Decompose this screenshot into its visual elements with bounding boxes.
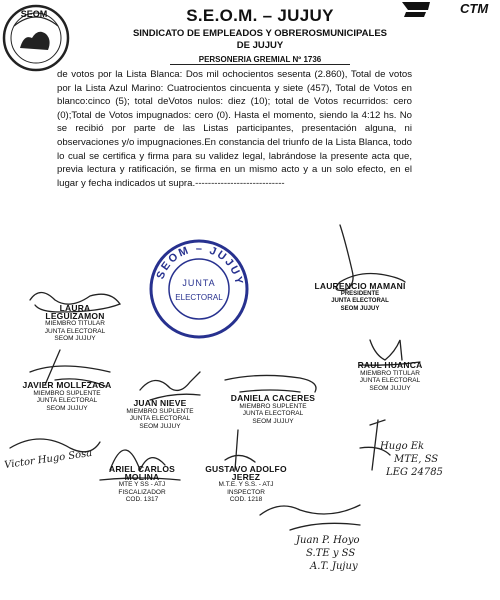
signatory-role: MIEMBRO TITULAR: [45, 320, 105, 327]
signatory-role: M.T.E. Y S.S. - ATJ: [218, 481, 274, 488]
signatory-org: JUNTA ELECTORAL: [36, 397, 98, 404]
signatory-name: ARIEL CARLOS MOLINA: [109, 464, 175, 482]
signatory-name: DANIELA CACERES: [230, 393, 316, 403]
signatory-leguizamon: [30, 305, 120, 343]
stamp-center-line2: ELECTORAL: [175, 293, 223, 302]
union-subtitle: [110, 28, 410, 52]
signatory-org2: SEOM JUJUY: [340, 305, 380, 312]
signatory-org: JUNTA ELECTORAL: [242, 410, 304, 417]
subtitle-line-1: SINDICATO DE EMPLEADOS Y OBREROSMUNICIPALES: [132, 28, 388, 39]
signatory-jerez: [196, 466, 296, 504]
signatory-role: MIEMBRO SUPLENTE: [239, 402, 307, 410]
juan-line-2: S.TE y SS: [306, 548, 356, 559]
signatory-org: JUNTA ELECTORAL: [44, 327, 106, 335]
signatory-role: MIEMBRO TITULAR: [360, 369, 420, 377]
signatory-org2: SEOM JUJUY: [54, 335, 96, 342]
signatory-org2: COD. 1218: [229, 496, 263, 503]
signatory-nieve: [120, 400, 200, 430]
juan-line-3: A.T. Jujuy: [310, 561, 358, 572]
signatory-org2: COD. 1317: [125, 496, 159, 503]
signatory-molina: [92, 466, 192, 504]
handwritten-juan: [296, 534, 406, 573]
signatory-role: PRESIDENTE: [340, 290, 380, 297]
hugo-line-1: Hugo Ek: [380, 441, 425, 452]
signatory-caceres: [228, 395, 318, 425]
stamp-ring-text: SEOM – JUJUY: [154, 242, 246, 287]
signatory-org: FISCALIZADOR: [118, 488, 166, 496]
signatory-name: GUSTAVO ADOLFO JEREZ: [205, 464, 287, 482]
signatory-name: JUAN NIEVE: [133, 398, 187, 408]
signatory-huanca: [345, 362, 435, 392]
signature-caceres: [225, 375, 316, 392]
union-title: S.E.O.M. – JUJUY: [186, 6, 334, 25]
signatory-org: INSPECTOR: [227, 488, 265, 496]
signatory-org2: SEOM JUJUY: [252, 417, 294, 425]
header-divider: [170, 64, 350, 65]
signature-juan: [260, 505, 360, 530]
signatory-name: LAURENCIO MAMANI: [314, 281, 406, 291]
signatory-mollfzaga: [22, 382, 112, 412]
signatory-name: LAURA LEGUIZAMON: [45, 303, 105, 321]
signatory-role: MIEMBRO SUPLENTE: [126, 407, 194, 415]
signatory-org2: SEOM JUJUY: [369, 384, 411, 392]
signatory-name: JAVIER MOLLFZAGA: [22, 380, 112, 390]
handwritten-hugo: [380, 440, 490, 479]
signatory-org: JUNTA ELECTORAL: [331, 298, 389, 304]
stamp-center-line1: JUNTA: [182, 278, 216, 288]
personeria-gremial: PERSONERIA GREMIAL Nº 1736: [198, 55, 322, 64]
handwritten-victor: Victor Hugo Sosa: [3, 447, 93, 472]
hugo-line-3: LEG 24785: [386, 467, 443, 478]
acta-paragraph: de votos por la Lista Blanca: Dos mil ochocientos sesenta (2.860), Total de votos por la Lista Azul Marino: Cuatrocientos cincuenta y siete (457), Total de Votos en blanco:cinco (5); total deVotos nulos: diez (10); total de Votos recurridos: cero (0);Total de Votos impugnados: cero (0). Hasta el momento, siendo la 4:12 hs. No se recibió por parte de las Listas participantes, presentación alguna, ni observaciones y/o impugnaciones.En constancia del triunfo de la Lista Blanca, todo lo cual se certifica y firma para su validez legal, labrándose la presente acta que, previa lectura y ratificación, se firma en un mismo acto y a un solo efecto, en el lugar y fecha indicados ut supra.----------------------------: [57, 69, 412, 189]
signatory-name: RAUL HUANCA: [357, 360, 423, 370]
junta-electoral-stamp: [148, 238, 250, 340]
signatory-role: MTE Y SS - ATJ: [118, 481, 166, 488]
signatory-org: JUNTA ELECTORAL: [129, 415, 191, 422]
hugo-line-2: MTE, SS: [394, 454, 439, 465]
subtitle-line-2: DE JUJUY: [236, 40, 284, 51]
signature-nieve: [140, 372, 200, 400]
signatory-org2: SEOM JUJUY: [139, 422, 181, 430]
juan-line-1: Juan P. Hoyo: [296, 535, 360, 546]
logo-text: SEOM: [20, 9, 48, 19]
signatory-mamani: [310, 283, 410, 313]
ctm-logo: [400, 0, 500, 18]
signatory-org2: SEOM JUJUY: [46, 404, 88, 412]
signatory-org: JUNTA ELECTORAL: [359, 377, 421, 384]
signatory-role: MIEMBRO SUPLENTE: [33, 389, 101, 397]
ctm-text: CTM: [460, 1, 489, 16]
acta-body: [57, 68, 412, 190]
